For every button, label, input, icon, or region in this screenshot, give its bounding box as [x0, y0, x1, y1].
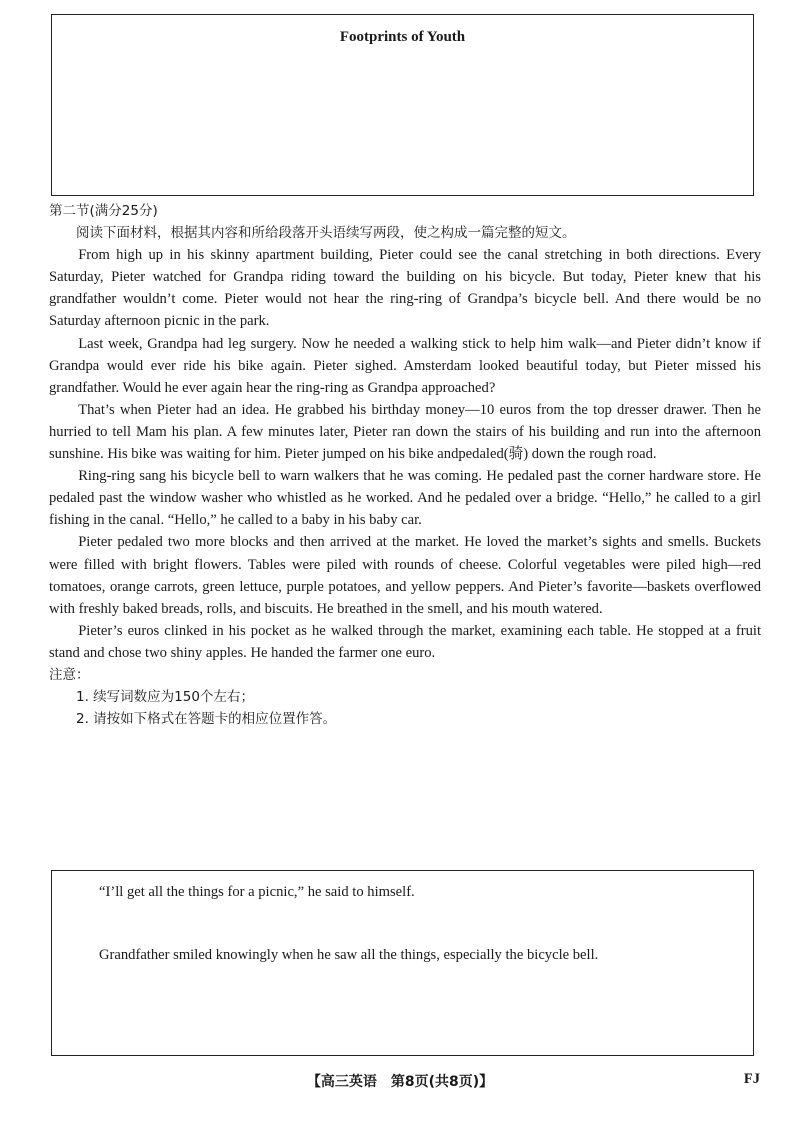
note-item: 2. 请按如下格式在答题卡的相应位置作答。 [76, 711, 337, 728]
section-heading: 第二节(满分25分) [49, 203, 158, 219]
note-label: 注意： [49, 666, 90, 683]
passage-title: Footprints of Youth [339, 29, 466, 45]
paragraph-opener-1: “I’ll get all the things for a picnic,” he said to himself. [99, 884, 415, 900]
passage-paragraph: Pieter pedaled two more blocks and then arrived at the market. He loved the market’s sights and smells. Buckets were filled with bright flowers. Tables were piled with rounds of cheese. Colorful vegetables were piled high—red tomatoes, orange carrots, green lettuce, purple potatoes, and yellow peppers. And Pieter’s favorite—baskets overflowed with freshly baked breads, rolls, and biscuits. He breathed in the smell, and his mouth watered. [49, 534, 761, 617]
passage-paragraph: That’s when Pieter had an idea. He grabbed his birthday money—10 euros from the top dresser drawer. Then he hurried to tell Mam his plan. A few minutes later, Pieter ran down the stairs of his building and run into the afternoon sunshine. His bike was waiting for him. Pieter jumped on his bike andpedaled(骑) down the rough road. [49, 401, 761, 463]
paragraph-opener-2: Grandfather smiled knowingly when he saw all the things, especially the bicycle bell. [99, 947, 599, 963]
section-instruction: 阅读下面材料，根据其内容和所给段落开头语续写两段，使之构成一篇完整的短文。 [76, 225, 576, 242]
section-two [49, 200, 761, 730]
paper-code: FJ [743, 1071, 760, 1087]
note-item: 1. 续写词数应为150个左右； [76, 689, 254, 706]
writing-box-top [51, 14, 754, 196]
page-info: 【高三英语 第8页(共8页)】 [306, 1074, 494, 1090]
answer-box [51, 870, 754, 1056]
passage-paragraph: From high up in his skinny apartment building, Pieter could see the canal stretching in both directions. Every Saturday, Pieter watched for Grandpa riding toward the building on his bicycle. But today, Pieter knew that his grandfather wouldn’t come. Pieter would not hear the ring-ring of Grandpa’s bicycle bell. And there would be no Saturday afternoon picnic in the park. [49, 247, 761, 330]
passage-paragraph: Pieter’s euros clinked in his pocket as he walked through the market, examining each table. He stopped at a fruit stand and chose two shiny apples. He handed the farmer one euro. [49, 622, 761, 661]
passage-paragraph: Ring-ring sang his bicycle bell to warn walkers that he was coming. He pedaled past the corner hardware store. He pedaled past the window washer who whistled as he worked. And he pedaled over a bridge. “Hello,” he called to a girl fishing in the canal. “Hello,” he called to a baby in his baby car. [49, 468, 761, 529]
passage-paragraph: Last week, Grandpa had leg surgery. Now he needed a walking stick to help him walk—and Pieter didn’t know if Grandpa would ever ride his bike again. Pieter sighed. Amsterdam looked beautiful today, but Pieter missed his grandfather. Would he ever again hear the ring-ring as Grandpa approached? [49, 335, 761, 396]
